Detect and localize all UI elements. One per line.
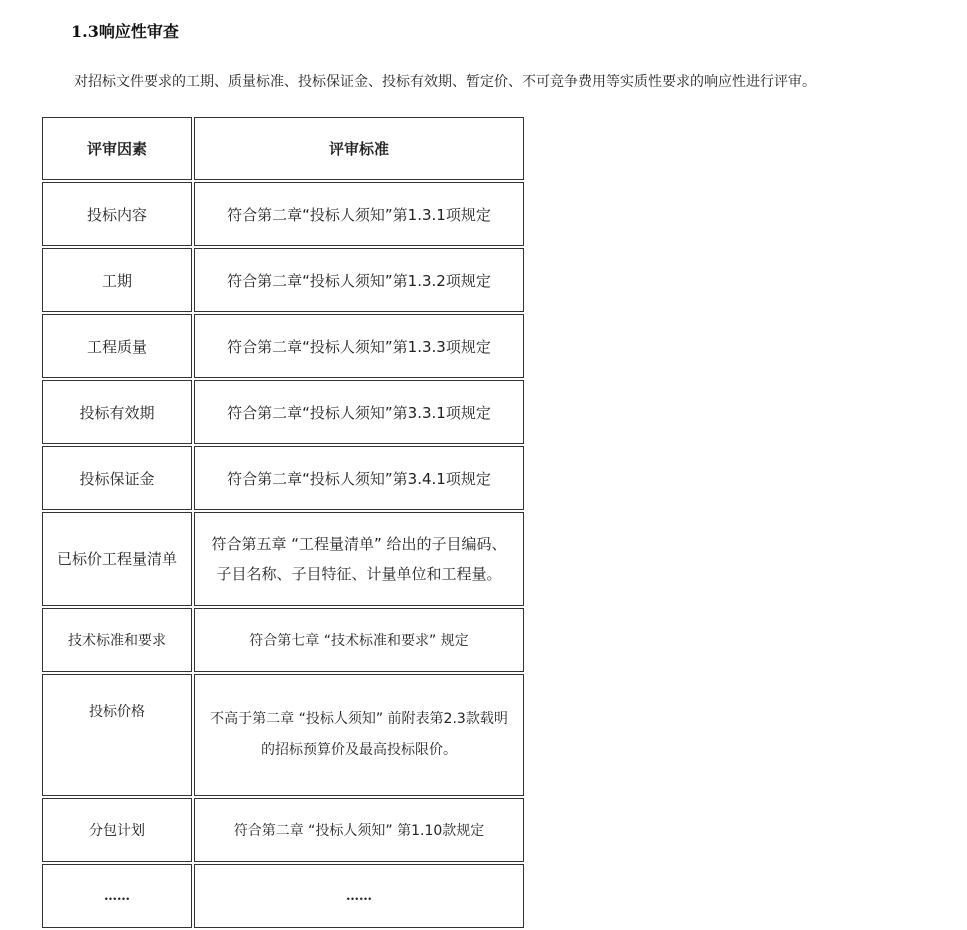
factor-cell: 投标有效期 bbox=[42, 380, 192, 444]
intro-paragraph: 对招标文件要求的工期、质量标准、投标保证金、投标有效期、暂定价、不可竞争费用等实质性要求的响应性进行评审。 bbox=[74, 74, 816, 90]
factor-cell: 投标价格 bbox=[42, 674, 192, 796]
standard-cell: 符合第二章“投标人须知”第3.3.1项规定 bbox=[194, 380, 524, 444]
section-title: 1.3响应性审查 bbox=[71, 22, 179, 41]
standard-cell: 符合第二章“投标人须知”第1.3.2项规定 bbox=[194, 248, 524, 312]
table-row bbox=[42, 864, 524, 928]
review-criteria-table bbox=[40, 115, 526, 930]
standard-cell bbox=[194, 674, 524, 796]
standard-line: 的招标预算价及最高投标限价。 bbox=[261, 742, 457, 758]
table-row bbox=[42, 512, 524, 606]
standard-cell: …… bbox=[194, 864, 524, 928]
factor-cell: 投标保证金 bbox=[42, 446, 192, 510]
standard-cell: 符合第七章 “技术标准和要求” 规定 bbox=[194, 608, 524, 672]
factor-cell: 分包计划 bbox=[42, 798, 192, 862]
standard-cell bbox=[194, 512, 524, 606]
standard-cell: 符合第二章“投标人须知”第3.4.1项规定 bbox=[194, 446, 524, 510]
table-row bbox=[42, 446, 524, 510]
factor-cell: 已标价工程量清单 bbox=[42, 512, 192, 606]
factor-cell: 工程质量 bbox=[42, 314, 192, 378]
page-left-margin bbox=[0, 0, 38, 919]
factor-cell: 工期 bbox=[42, 248, 192, 312]
table-header-row bbox=[42, 117, 524, 180]
table-row bbox=[42, 248, 524, 312]
header-standard: 评审标准 bbox=[194, 117, 524, 180]
table-row bbox=[42, 380, 524, 444]
standard-line: 子目名称、子目特征、计量单位和工程量。 bbox=[216, 565, 502, 583]
factor-cell: 投标内容 bbox=[42, 182, 192, 246]
table-row bbox=[42, 608, 524, 672]
table-row bbox=[42, 182, 524, 246]
standard-line: 不高于第二章 “投标人须知” 前附表第2.3款载明 bbox=[210, 711, 508, 727]
standard-cell: 符合第二章“投标人须知”第1.3.1项规定 bbox=[194, 182, 524, 246]
header-factor: 评审因素 bbox=[42, 117, 192, 180]
table-row bbox=[42, 798, 524, 862]
standard-line: 符合第五章 “工程量清单” 给出的子目编码、 bbox=[211, 535, 507, 553]
factor-cell: …… bbox=[42, 864, 192, 928]
standard-cell: 符合第二章“投标人须知”第1.3.3项规定 bbox=[194, 314, 524, 378]
standard-cell: 符合第二章 “投标人须知” 第1.10款规定 bbox=[194, 798, 524, 862]
factor-cell: 技术标准和要求 bbox=[42, 608, 192, 672]
table-row bbox=[42, 314, 524, 378]
table-row bbox=[42, 674, 524, 796]
